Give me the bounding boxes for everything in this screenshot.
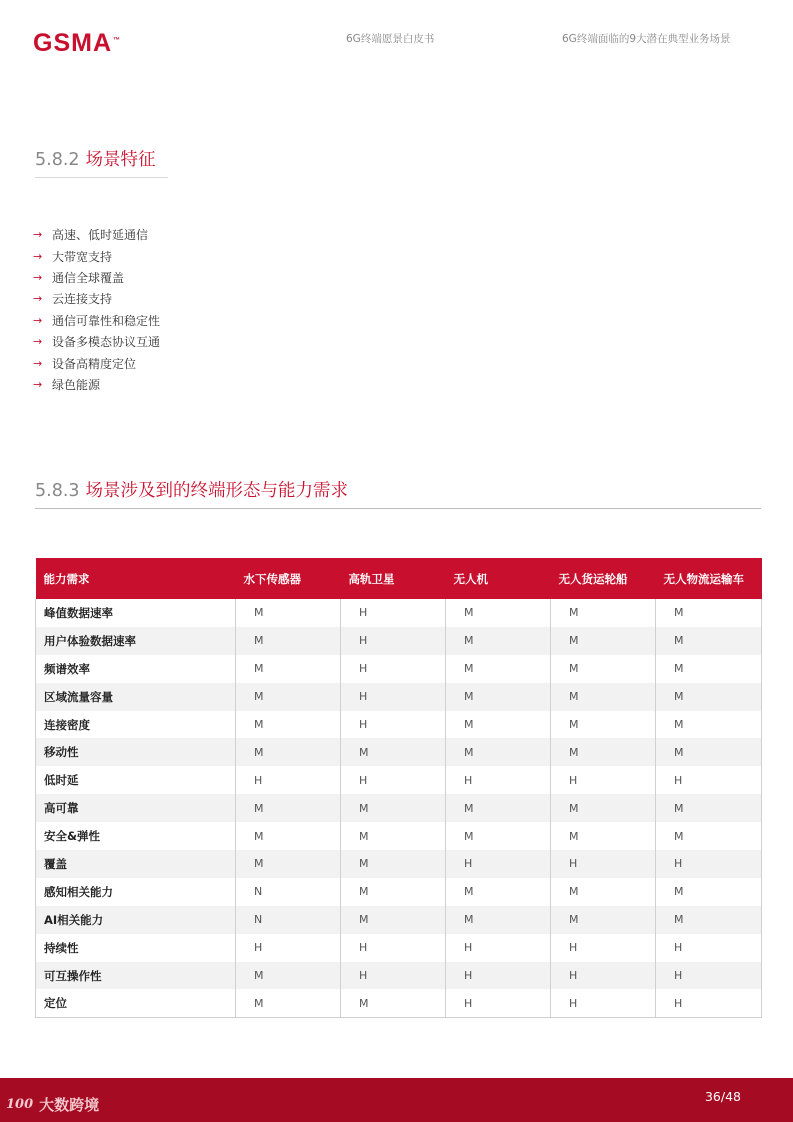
list-item-text: 设备高精度定位 bbox=[52, 356, 137, 371]
table-cell: M bbox=[446, 599, 551, 627]
table-cell: M bbox=[446, 878, 551, 906]
column-header: 无人货运轮船 bbox=[558, 571, 628, 586]
table-cell: H bbox=[341, 962, 446, 990]
table-cell: M bbox=[236, 655, 341, 683]
row-label: 覆盖 bbox=[36, 850, 236, 878]
row-label: 频谱效率 bbox=[36, 655, 236, 683]
table-cell: M bbox=[656, 655, 762, 683]
table-row bbox=[36, 599, 762, 627]
table-row bbox=[36, 850, 762, 878]
table-cell: M bbox=[236, 738, 341, 766]
table-cell: M bbox=[341, 906, 446, 934]
table-cell: M bbox=[446, 906, 551, 934]
row-label: AI相关能力 bbox=[36, 906, 236, 934]
table-cell: H bbox=[656, 962, 762, 990]
capability-table bbox=[35, 558, 762, 1018]
table-cell: M bbox=[656, 711, 762, 739]
list-item-text: 通信全球覆盖 bbox=[52, 270, 125, 285]
table-body bbox=[36, 599, 762, 1017]
row-label: 峰值数据速率 bbox=[36, 599, 236, 627]
list-item-text: 通信可靠性和稳定性 bbox=[52, 313, 161, 328]
list-item bbox=[33, 352, 160, 373]
row-label: 区域流量容量 bbox=[36, 683, 236, 711]
list-item bbox=[33, 224, 160, 245]
header-doc-title: 6G终端愿景白皮书 bbox=[346, 33, 435, 45]
table-cell: M bbox=[446, 627, 551, 655]
table-row bbox=[36, 934, 762, 962]
column-header: 水下传感器 bbox=[243, 571, 301, 586]
row-label: 用户体验数据速率 bbox=[36, 627, 236, 655]
table-cell: H bbox=[341, 934, 446, 962]
section-number: 5.8.3 bbox=[35, 481, 80, 501]
table-cell: H bbox=[446, 934, 551, 962]
table-cell: H bbox=[341, 627, 446, 655]
table-cell: H bbox=[341, 711, 446, 739]
table-row bbox=[36, 766, 762, 794]
table-row bbox=[36, 989, 762, 1017]
section-title: 场景特征 bbox=[85, 150, 156, 170]
table-cell: H bbox=[341, 655, 446, 683]
table-header-row bbox=[36, 558, 762, 599]
list-item-text: 云连接支持 bbox=[52, 292, 113, 307]
watermark: 100 大数跨境 bbox=[6, 1096, 100, 1114]
table-cell: M bbox=[551, 627, 656, 655]
list-item bbox=[33, 267, 160, 288]
row-label: 移动性 bbox=[36, 738, 236, 766]
table-cell: M bbox=[446, 711, 551, 739]
table-cell: M bbox=[341, 989, 446, 1017]
page-footer bbox=[0, 1078, 793, 1122]
table-cell: M bbox=[236, 599, 341, 627]
row-label: 感知相关能力 bbox=[36, 878, 236, 906]
table-cell: M bbox=[236, 683, 341, 711]
arrow-right-icon: → bbox=[33, 313, 43, 327]
table-row bbox=[36, 627, 762, 655]
table-row bbox=[36, 962, 762, 990]
table-row bbox=[36, 655, 762, 683]
table-cell: M bbox=[551, 822, 656, 850]
table-cell: M bbox=[341, 794, 446, 822]
table-cell: M bbox=[551, 794, 656, 822]
table-cell: H bbox=[551, 850, 656, 878]
table-cell: M bbox=[446, 655, 551, 683]
list-item-text: 高速、低时延通信 bbox=[52, 228, 149, 243]
table-cell: M bbox=[236, 794, 341, 822]
arrow-right-icon: → bbox=[33, 228, 43, 242]
arrow-right-icon: → bbox=[33, 249, 43, 263]
column-header: 高轨卫星 bbox=[348, 571, 395, 586]
arrow-right-icon: → bbox=[33, 377, 43, 391]
table-cell: M bbox=[551, 711, 656, 739]
section-number: 5.8.2 bbox=[35, 150, 80, 170]
table-cell: M bbox=[551, 906, 656, 934]
table-cell: M bbox=[656, 794, 762, 822]
column-header: 无人物流运输车 bbox=[663, 571, 744, 586]
table-cell: M bbox=[656, 738, 762, 766]
table-cell: M bbox=[236, 822, 341, 850]
table-cell: M bbox=[236, 711, 341, 739]
list-item bbox=[33, 288, 160, 309]
table-cell: H bbox=[446, 962, 551, 990]
table-cell: H bbox=[236, 766, 341, 794]
table-cell: H bbox=[446, 989, 551, 1017]
table-cell: M bbox=[236, 627, 341, 655]
table-cell: H bbox=[551, 766, 656, 794]
table-cell: H bbox=[341, 599, 446, 627]
table-cell: M bbox=[551, 878, 656, 906]
table-cell: N bbox=[236, 878, 341, 906]
table-cell: H bbox=[656, 934, 762, 962]
table-cell: M bbox=[341, 738, 446, 766]
table-cell: H bbox=[551, 989, 656, 1017]
table-cell: H bbox=[446, 850, 551, 878]
table-cell: M bbox=[341, 822, 446, 850]
table-cell: H bbox=[551, 962, 656, 990]
table-row bbox=[36, 878, 762, 906]
table-cell: M bbox=[236, 962, 341, 990]
list-item-text: 绿色能源 bbox=[52, 377, 101, 392]
header-chapter-title: 6G终端面临的9大潜在典型业务场景 bbox=[562, 33, 731, 45]
row-label: 安全&弹性 bbox=[36, 822, 236, 850]
table-cell: M bbox=[656, 683, 762, 711]
page-number: 36/48 bbox=[704, 1089, 741, 1104]
row-label: 高可靠 bbox=[36, 794, 236, 822]
section-title: 场景涉及到的终端形态与能力需求 bbox=[85, 481, 349, 501]
row-label: 连接密度 bbox=[36, 711, 236, 739]
table-cell: M bbox=[656, 599, 762, 627]
arrow-right-icon: → bbox=[33, 270, 43, 284]
table-cell: H bbox=[341, 766, 446, 794]
table-cell: M bbox=[551, 655, 656, 683]
list-item bbox=[33, 245, 160, 266]
table-row bbox=[36, 711, 762, 739]
arrow-right-icon: → bbox=[33, 292, 43, 306]
feature-list bbox=[33, 224, 160, 395]
table-cell: M bbox=[551, 599, 656, 627]
table-cell: M bbox=[446, 822, 551, 850]
arrow-right-icon: → bbox=[33, 356, 43, 370]
list-item bbox=[33, 310, 160, 331]
table-cell: H bbox=[656, 766, 762, 794]
table-cell: H bbox=[341, 683, 446, 711]
row-label: 可互操作性 bbox=[36, 962, 236, 990]
list-item bbox=[33, 374, 160, 395]
table-cell: H bbox=[551, 934, 656, 962]
table-cell: M bbox=[656, 906, 762, 934]
section-heading-features bbox=[35, 146, 168, 178]
table-row bbox=[36, 683, 762, 711]
table-cell: M bbox=[341, 850, 446, 878]
table-cell: M bbox=[236, 989, 341, 1017]
table-cell: M bbox=[656, 878, 762, 906]
row-label: 持续性 bbox=[36, 934, 236, 962]
table-cell: M bbox=[446, 683, 551, 711]
table-row bbox=[36, 822, 762, 850]
table-cell: H bbox=[236, 934, 341, 962]
table-cell: M bbox=[656, 627, 762, 655]
table-cell: M bbox=[236, 850, 341, 878]
section-heading-requirements bbox=[35, 477, 761, 509]
row-label: 低时延 bbox=[36, 766, 236, 794]
arrow-right-icon: → bbox=[33, 335, 43, 349]
table-cell: H bbox=[446, 766, 551, 794]
gsma-logo: GSMA™ bbox=[33, 29, 121, 57]
list-item bbox=[33, 331, 160, 352]
table-cell: H bbox=[656, 850, 762, 878]
list-item-text: 设备多模态协议互通 bbox=[52, 335, 161, 350]
table-row bbox=[36, 738, 762, 766]
column-header: 无人机 bbox=[453, 571, 488, 586]
table-cell: M bbox=[446, 738, 551, 766]
list-item-text: 大带宽支持 bbox=[52, 249, 113, 264]
table-cell: M bbox=[551, 738, 656, 766]
table-row bbox=[36, 906, 762, 934]
table-cell: M bbox=[656, 822, 762, 850]
column-header: 能力需求 bbox=[43, 571, 90, 586]
table-cell: N bbox=[236, 906, 341, 934]
row-label: 定位 bbox=[36, 989, 236, 1017]
table-cell: M bbox=[446, 794, 551, 822]
table-cell: H bbox=[656, 989, 762, 1017]
table-row bbox=[36, 794, 762, 822]
table-cell: M bbox=[341, 878, 446, 906]
table-cell: M bbox=[551, 683, 656, 711]
